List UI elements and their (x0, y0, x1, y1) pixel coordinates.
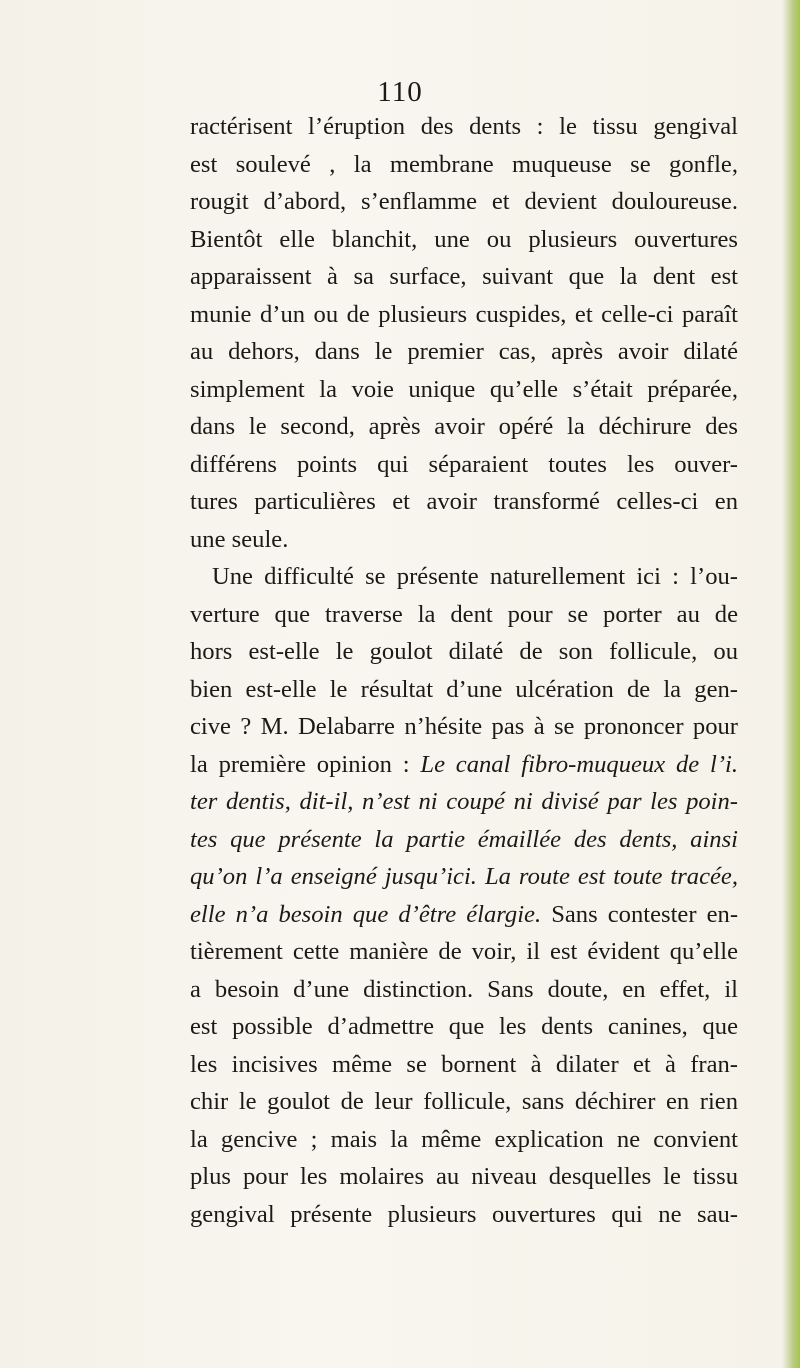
text-line: bien est-elle le résultat d’une ulcération de la gen- (190, 675, 738, 703)
text-line: simplement la voie unique qu’elle s’était préparée, (190, 375, 738, 403)
text-run: Sans contester en- (541, 900, 739, 928)
text-line: plus pour les molaires au niveau desquelles le tissu (190, 1163, 738, 1190)
text-line: tièrement cette manière de voir, il est évident qu’elle (190, 938, 738, 965)
text-line: ractérisent l’éruption des dents : le tissu gengival (190, 113, 738, 140)
text-line: la gencive ; mais la même explication ne convient (190, 1125, 738, 1153)
text-line: apparaissent à sa surface, suivant que la dent est (190, 263, 738, 290)
page-number: 110 (377, 76, 423, 108)
text-line: est soulevé , la membrane muqueuse se gonfle, (190, 150, 738, 178)
text-line: au dehors, dans le premier cas, après avoir dilaté (190, 338, 738, 365)
quote-line: ter dentis, dit-il, n’est ni coupé ni divisé par les poin- (190, 788, 738, 815)
text-line (190, 746, 738, 784)
text-line: rougit d’abord, s’enflamme et devient douloureuse. (190, 188, 738, 215)
text-line: gengival présente plusieurs ouvertures qui ne sau- (190, 1200, 738, 1228)
text-line: a besoin d’une distinction. Sans doute, en effet, il (190, 975, 738, 1003)
quote-line: qu’on l’a enseigné jusqu’ici. La route est toute tracée, (190, 863, 738, 890)
text-line: chir le goulot de leur follicule, sans déchirer en rien (190, 1088, 738, 1115)
text-line (190, 896, 738, 934)
text-line: munie d’un ou de plusieurs cuspides, et celle-ci paraît (190, 300, 738, 328)
text-line: verture que traverse la dent pour se porter au de (190, 600, 738, 628)
text-line: hors est-elle le goulot dilaté de son follicule, ou (190, 638, 738, 665)
text-line: est possible d’admettre que les dents canines, que (190, 1013, 738, 1040)
text-run: la première opinion : (190, 750, 421, 778)
page-edge (782, 0, 800, 1368)
text-line: une seule. (190, 525, 289, 553)
text-line: cive ? M. Delabarre n’hésite pas à se prononcer pour (190, 713, 738, 740)
quote-run: Le canal fibro-muqueux de l’i. (420, 750, 738, 778)
body-text (190, 108, 738, 1233)
quote-line: tes que présente la partie émaillée des dents, ainsi (190, 825, 738, 853)
text-line: Une difficulté se présente naturellement ici : l’ou- (212, 563, 738, 590)
text-line: différens points qui séparaient toutes les ouver- (190, 450, 738, 478)
text-line: Bientôt elle blanchit, une ou plusieurs ouvertures (190, 225, 738, 253)
quote-run: elle n’a besoin que d’être élargie. (190, 900, 542, 928)
text-line: tures particulières et avoir transformé celles-ci en (190, 488, 738, 515)
text-line: dans le second, après avoir opéré la déchirure des (190, 413, 738, 440)
text-line: les incisives même se bornent à dilater et à fran- (190, 1050, 738, 1078)
